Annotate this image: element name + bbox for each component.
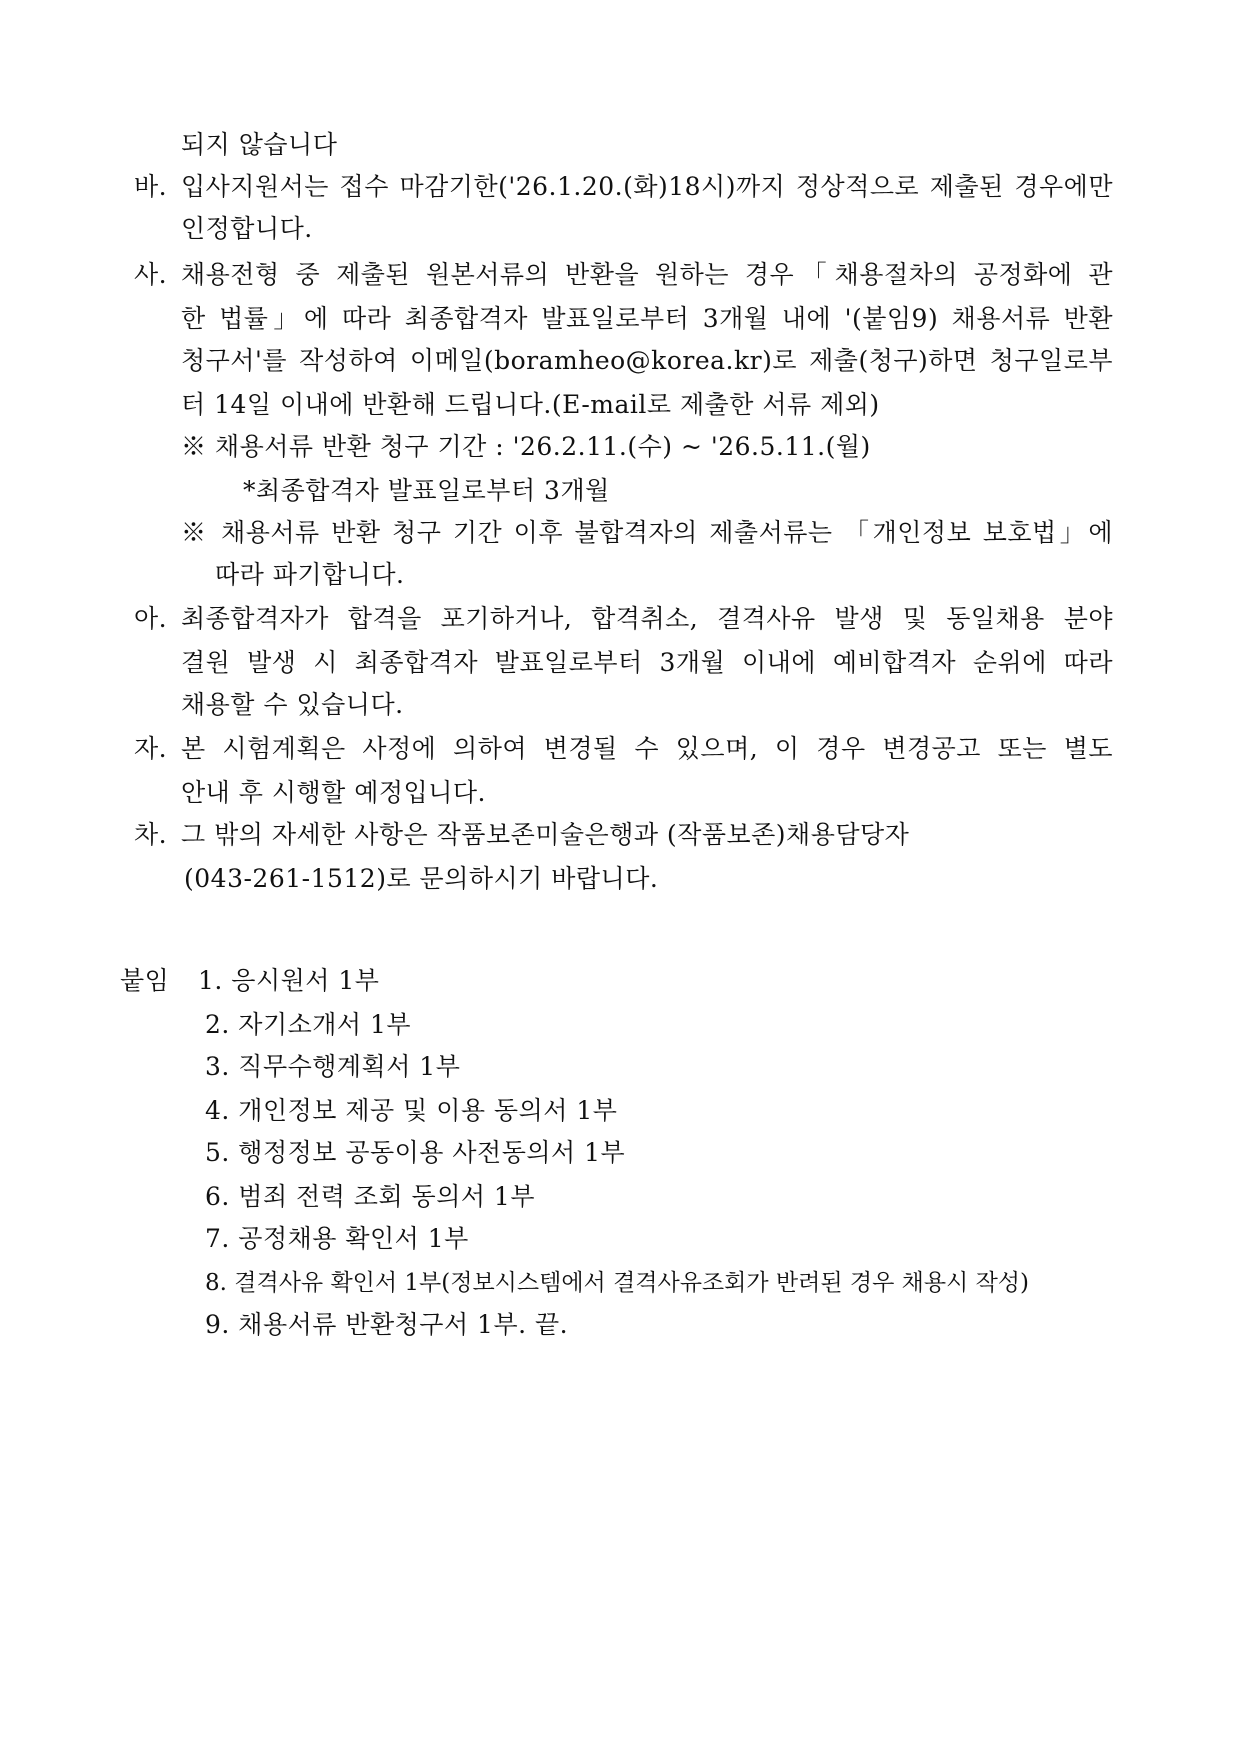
item-marker-ja: 자. bbox=[134, 734, 168, 763]
attachment-item: 2. 자기소개서 1부 bbox=[205, 1010, 412, 1039]
item-a-line-1: 최종합격자가 합격을 포기하거나, 합격취소, 결격사유 발생 및 동일채용 분야 bbox=[181, 604, 1113, 633]
attachment-item: 6. 범죄 전력 조회 동의서 1부 bbox=[205, 1182, 535, 1211]
item-sa-note-2-line-1: ※ 채용서류 반환 청구 기간 이후 불합격자의 제출서류는 「개인정보 보호법」에 bbox=[181, 518, 1113, 547]
item-marker-sa: 사. bbox=[134, 260, 168, 289]
item-sa-line-1: 채용전형 중 제출된 원본서류의 반환을 원하는 경우「채용절차의 공정화에 관 bbox=[181, 260, 1113, 289]
attachment-item: 8. 결격사유 확인서 1부(정보시스템에서 결격사유조회가 반려된 경우 채용시 작성) bbox=[205, 1270, 1029, 1296]
item-ja-line-1: 본 시험계획은 사정에 의하여 변경될 수 있으며, 이 경우 변경공고 또는 별도 bbox=[181, 734, 1113, 763]
item-marker-ba: 바. bbox=[134, 172, 168, 201]
item-a-line-2: 결원 발생 시 최종합격자 발표일로부터 3개월 이내에 예비합격자 순위에 따라 bbox=[181, 648, 1113, 677]
attachment-item: 4. 개인정보 제공 및 이용 동의서 1부 bbox=[205, 1096, 618, 1125]
intro-line: 되지 않습니다 bbox=[181, 130, 338, 159]
attachment-item: 1. 응시원서 1부 bbox=[198, 966, 380, 995]
item-sa-note-1: ※ 채용서류 반환 청구 기간 : '26.2.11.(수) ~ '26.5.11.(월) bbox=[181, 432, 871, 461]
item-sa-line-3: 청구서'를 작성하여 이메일(boramheo@korea.kr)로 제출(청구)하면 청구일로부 bbox=[181, 346, 1113, 375]
item-sa-note-1-sub: *최종합격자 발표일로부터 3개월 bbox=[243, 476, 610, 505]
attachment-item: 9. 채용서류 반환청구서 1부. 끝. bbox=[205, 1310, 569, 1339]
attachments-label: 붙임 bbox=[120, 966, 170, 995]
item-marker-cha: 차. bbox=[134, 820, 168, 849]
attachment-item: 7. 공정채용 확인서 1부 bbox=[205, 1224, 469, 1253]
attachment-item: 3. 직무수행계획서 1부 bbox=[205, 1052, 461, 1081]
item-ba-line-1: 입사지원서는 접수 마감기한('26.1.20.(화)18시)까지 정상적으로 제출된 경우에만 bbox=[181, 172, 1113, 201]
item-sa-note-2-line-2: 따라 파기합니다. bbox=[215, 560, 405, 589]
item-cha-line-2: (043-261-1512)로 문의하시기 바랍니다. bbox=[184, 864, 659, 893]
item-ja-line-2: 안내 후 시행할 예정입니다. bbox=[181, 778, 486, 807]
item-a-line-3: 채용할 수 있습니다. bbox=[181, 690, 404, 719]
item-ba-line-2: 인정합니다. bbox=[181, 214, 313, 243]
item-sa-line-4: 터 14일 이내에 반환해 드립니다.(E-mail로 제출한 서류 제외) bbox=[181, 390, 880, 419]
attachment-item: 5. 행정정보 공동이용 사전동의서 1부 bbox=[205, 1138, 626, 1167]
item-sa-line-2: 한 법률」에 따라 최종합격자 발표일로부터 3개월 내에 '(붙임9) 채용서류 반환 bbox=[181, 304, 1113, 333]
item-marker-a: 아. bbox=[134, 604, 168, 633]
item-cha-line-1: 그 밖의 자세한 사항은 작품보존미술은행과 (작품보존)채용담당자 bbox=[181, 820, 910, 849]
